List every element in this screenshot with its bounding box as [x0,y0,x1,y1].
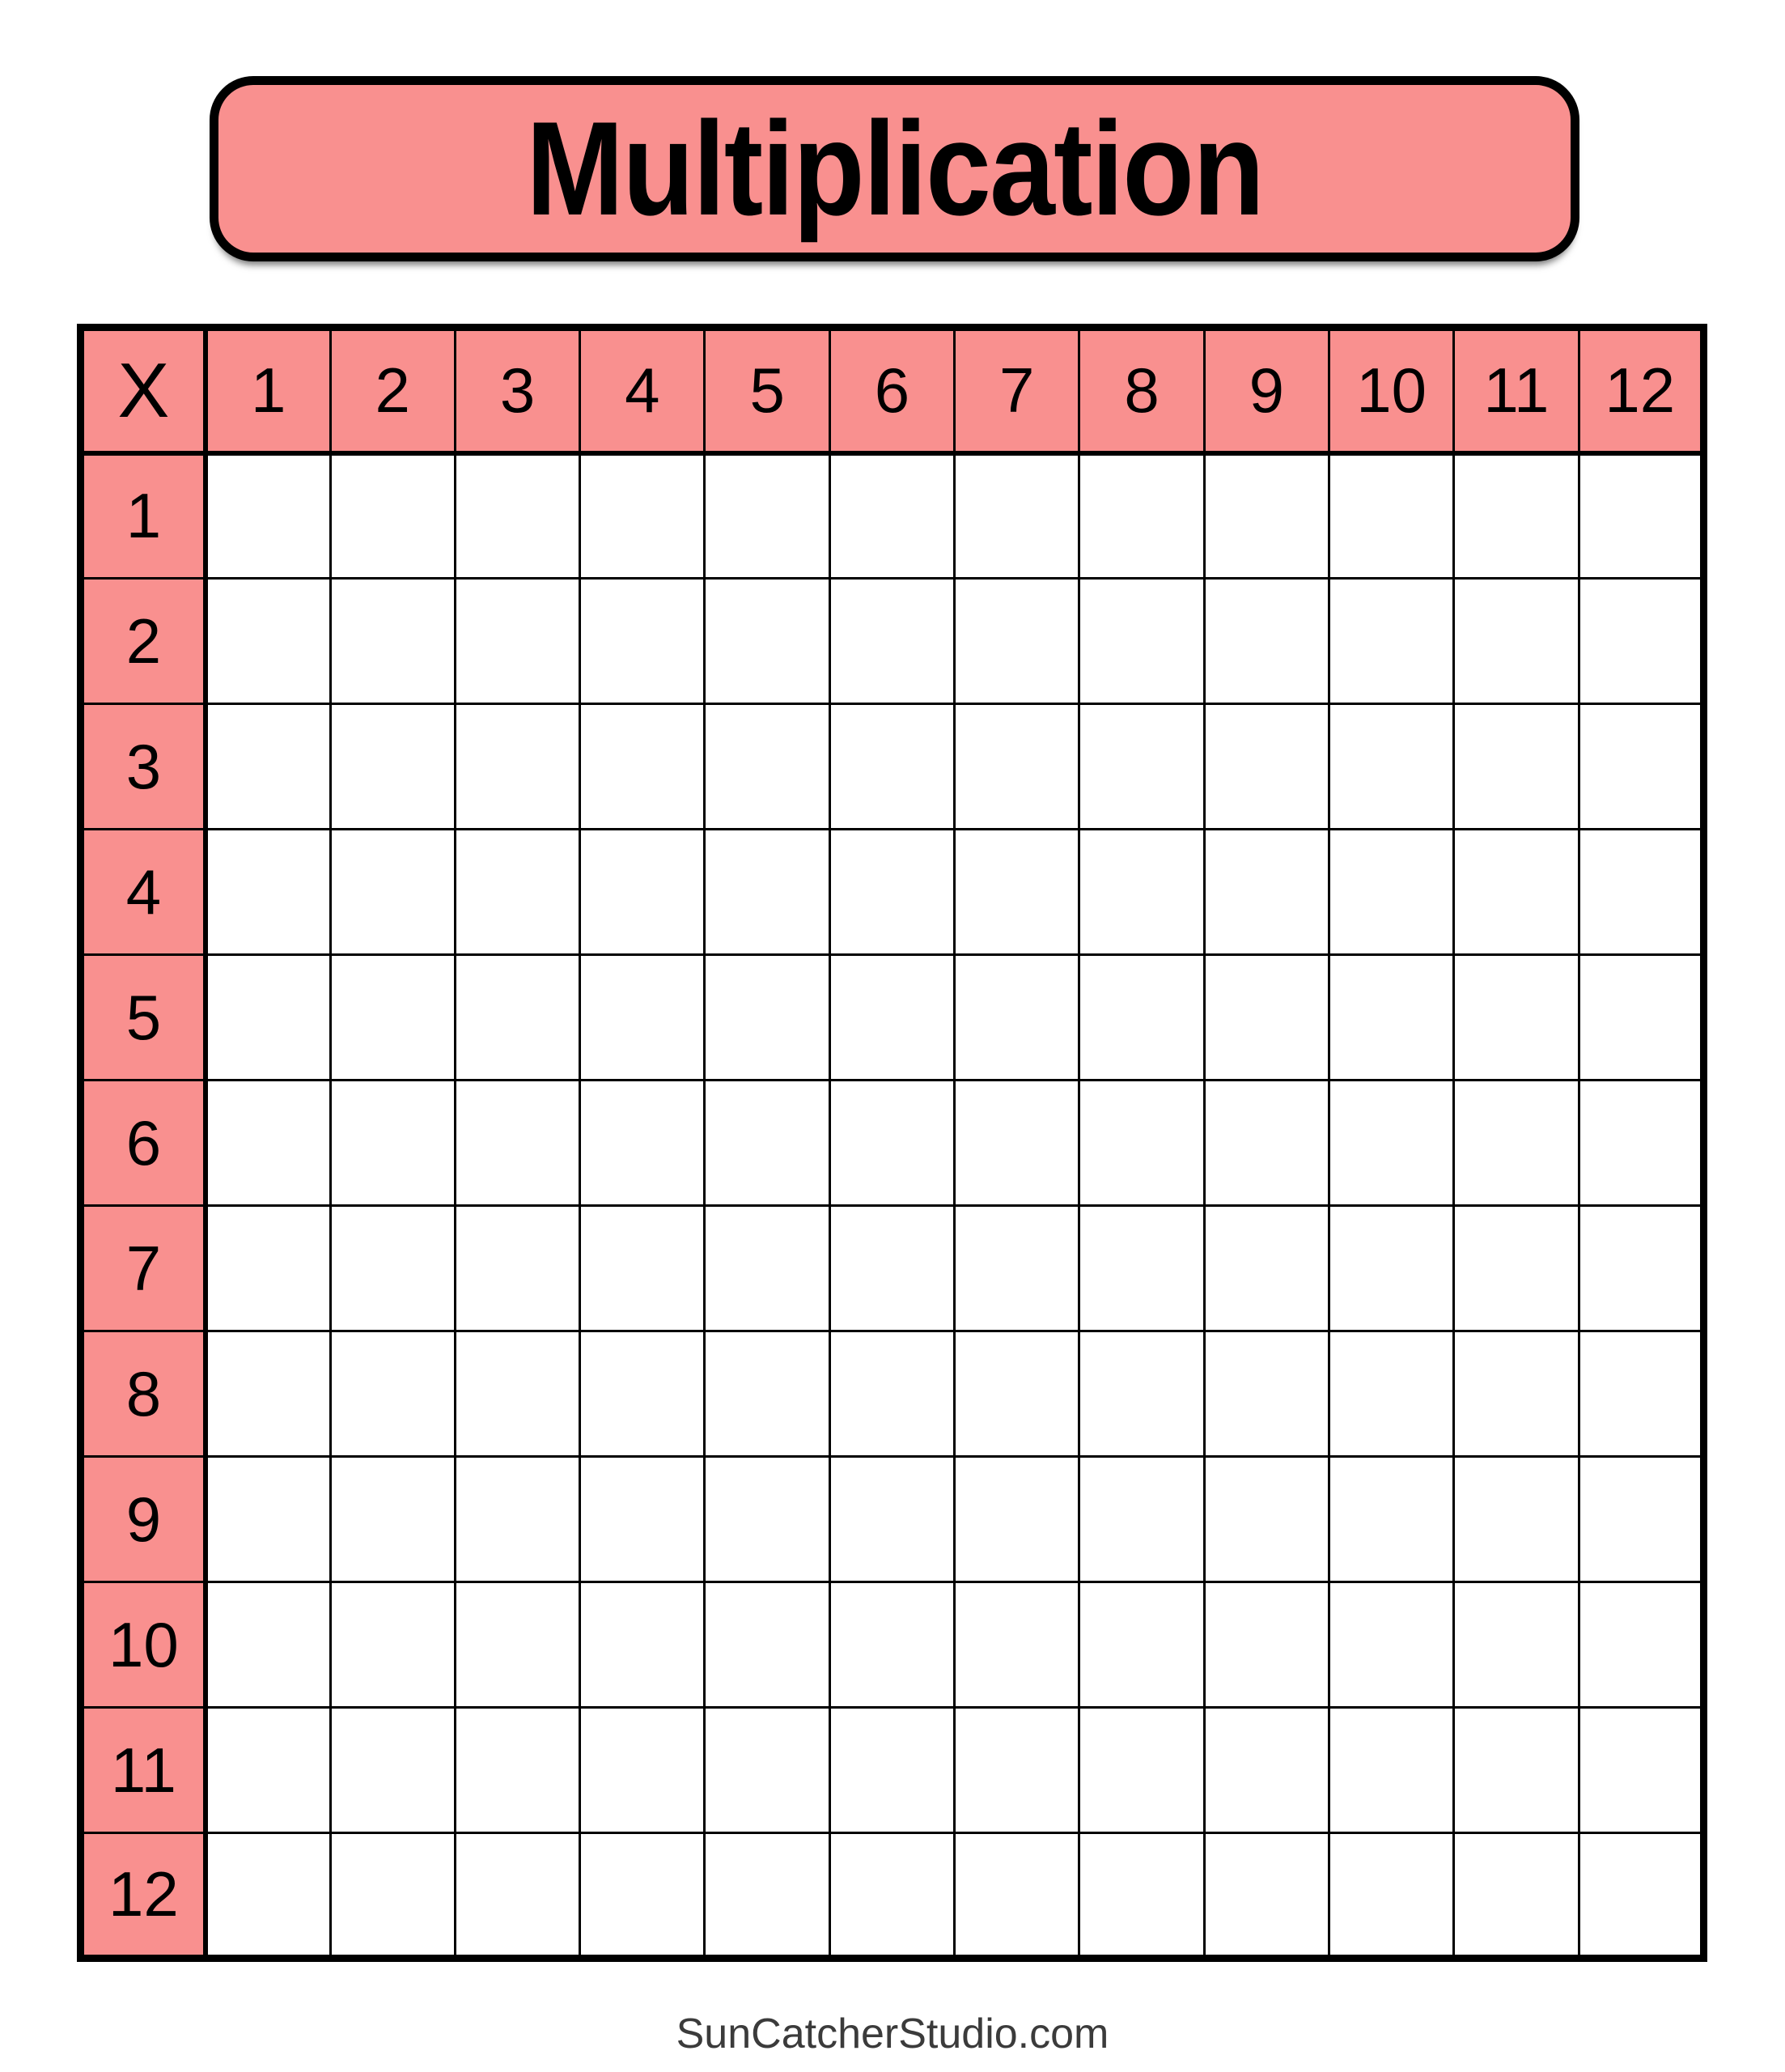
grid-cell [1079,1708,1204,1833]
page-title: Multiplication [525,94,1264,243]
grid-cell [1204,453,1329,579]
grid-cell [1329,1331,1453,1457]
grid-cell [206,830,330,955]
grid-cell [829,955,954,1081]
grid-cell [1329,704,1453,830]
grid-cell [1454,1081,1579,1206]
grid-cell [829,579,954,704]
grid-cell [1329,1708,1453,1833]
grid-cell [1204,830,1329,955]
grid-cell [455,704,579,830]
grid-row [81,704,1704,830]
grid-cell [206,1331,330,1457]
grid-cell [330,1206,455,1331]
grid-cell [1329,453,1453,579]
grid-row [81,830,1704,955]
grid-cell [206,1582,330,1708]
row-header-cell: 11 [81,1708,206,1833]
grid-cell [330,579,455,704]
column-header-cell: 3 [455,328,579,453]
grid-cell [955,704,1079,830]
grid-cell [330,955,455,1081]
column-header-cell: 4 [580,328,705,453]
grid-row [81,1708,1704,1833]
grid-cell [580,1582,705,1708]
row-header-cell: 10 [81,1582,206,1708]
grid-cell [1579,1331,1703,1457]
grid-cell [955,955,1079,1081]
grid-cell [705,1206,829,1331]
grid-cell [330,1081,455,1206]
grid-cell [1204,1331,1329,1457]
grid-cell [455,830,579,955]
grid-cell [1579,955,1703,1081]
grid-cell [1454,1331,1579,1457]
grid-cell [1329,1457,1453,1582]
grid-cell [955,1331,1079,1457]
grid-cell [580,1081,705,1206]
grid-cell [455,955,579,1081]
grid-row [81,1457,1704,1582]
column-header-cell: 1 [206,328,330,453]
grid-cell [1454,453,1579,579]
grid-cell [1204,1833,1329,1959]
grid-cell [829,704,954,830]
grid-cell [580,579,705,704]
grid-cell [1204,1081,1329,1206]
grid-cell [455,1582,579,1708]
operator-cell: X [81,328,206,453]
grid-cell [705,1457,829,1582]
grid-row [81,1206,1704,1331]
grid-cell [206,453,330,579]
grid-cell [829,1708,954,1833]
grid-cell [455,1331,579,1457]
grid-cell [705,579,829,704]
grid-cell [330,704,455,830]
grid-cell [955,830,1079,955]
grid-cell [1579,1081,1703,1206]
grid-cell [1579,830,1703,955]
grid-cell [705,830,829,955]
grid-row [81,453,1704,579]
grid-cell [1079,704,1204,830]
grid-cell [330,1833,455,1959]
grid-cell [955,1081,1079,1206]
grid-cell [455,1708,579,1833]
grid-cell [705,1582,829,1708]
grid-cell [206,1081,330,1206]
grid-cell [206,955,330,1081]
grid-cell [330,830,455,955]
grid-cell [1079,1206,1204,1331]
grid-header-row [81,328,1704,453]
grid-cell [705,1708,829,1833]
grid-cell [580,1206,705,1331]
grid-cell [1079,579,1204,704]
grid-cell [330,1331,455,1457]
grid-cell [330,1708,455,1833]
grid-cell [1329,1206,1453,1331]
grid-cell [829,830,954,955]
grid-cell [580,1833,705,1959]
grid-cell [206,1833,330,1959]
grid-cell [1329,1081,1453,1206]
grid-cell [1204,1206,1329,1331]
grid-cell [580,1708,705,1833]
grid-cell [1579,1206,1703,1331]
grid-cell [955,579,1079,704]
grid-cell [705,1331,829,1457]
column-header-cell: 11 [1454,328,1579,453]
grid-cell [580,1331,705,1457]
grid-cell [455,1457,579,1582]
grid-cell [955,1833,1079,1959]
grid-cell [705,453,829,579]
row-header-cell: 8 [81,1331,206,1457]
grid-cell [1079,453,1204,579]
row-header-cell: 1 [81,453,206,579]
grid-cell [829,1081,954,1206]
row-header-cell: 4 [81,830,206,955]
grid-row [81,1081,1704,1206]
grid-cell [1079,1457,1204,1582]
grid-row [81,1331,1704,1457]
grid-cell [1454,704,1579,830]
grid-cell [1329,579,1453,704]
grid-cell [206,704,330,830]
grid-cell [955,1206,1079,1331]
grid-cell [1204,955,1329,1081]
grid-cell [206,1206,330,1331]
row-header-cell: 7 [81,1206,206,1331]
grid-cell [1579,1582,1703,1708]
column-header-cell: 6 [829,328,954,453]
grid-cell [580,955,705,1081]
grid-cell [455,579,579,704]
column-header-cell: 2 [330,328,455,453]
grid-cell [1454,1708,1579,1833]
grid-cell [955,1457,1079,1582]
grid-row [81,955,1704,1081]
grid-cell [1079,830,1204,955]
grid-cell [330,453,455,579]
grid-cell [1454,579,1579,704]
grid-cell [206,1708,330,1833]
grid-cell [1454,1833,1579,1959]
grid-row [81,1833,1704,1959]
grid-cell [1329,1833,1453,1959]
grid-cell [1579,1708,1703,1833]
grid-cell [829,1206,954,1331]
row-header-cell: 5 [81,955,206,1081]
grid-cell [1329,1582,1453,1708]
grid-cell [1204,1708,1329,1833]
grid-cell [1579,1457,1703,1582]
grid-cell [829,1582,954,1708]
multiplication-grid [77,324,1707,1962]
grid-cell [705,1833,829,1959]
column-header-cell: 10 [1329,328,1453,453]
row-header-cell: 12 [81,1833,206,1959]
grid-cell [1579,704,1703,830]
grid-cell [1454,830,1579,955]
grid-cell [705,1081,829,1206]
grid-cell [1454,1457,1579,1582]
column-header-cell: 5 [705,328,829,453]
row-header-cell: 2 [81,579,206,704]
grid-cell [829,453,954,579]
column-header-cell: 8 [1079,328,1204,453]
grid-cell [705,704,829,830]
grid-row [81,579,1704,704]
title-banner [210,76,1579,261]
grid-cell [829,1457,954,1582]
grid-cell [1204,579,1329,704]
grid-cell [829,1331,954,1457]
grid-cell [1079,1331,1204,1457]
grid-cell [580,830,705,955]
grid-cell [206,1457,330,1582]
grid-row [81,1582,1704,1708]
grid-cell [829,1833,954,1959]
grid-cell [1204,1457,1329,1582]
grid-cell [1079,1081,1204,1206]
grid-cell [206,579,330,704]
grid-cell [330,1457,455,1582]
grid-cell [330,1582,455,1708]
grid-cell [705,955,829,1081]
grid-cell [1454,1582,1579,1708]
grid-cell [580,453,705,579]
grid-cell [955,1582,1079,1708]
grid-cell [955,453,1079,579]
row-header-cell: 6 [81,1081,206,1206]
grid-cell [1579,1833,1703,1959]
grid-cell [1079,1582,1204,1708]
footer-credit: SunCatcherStudio.com [676,2010,1109,2057]
header-row [81,328,1704,453]
column-header-cell: 7 [955,328,1079,453]
grid-cell [455,1833,579,1959]
grid-cell [580,1457,705,1582]
grid-cell [1204,1582,1329,1708]
grid-cell [1329,830,1453,955]
column-header-cell: 9 [1204,328,1329,453]
grid-cell [455,1206,579,1331]
grid-cell [955,1708,1079,1833]
row-header-cell: 3 [81,704,206,830]
grid-cell [1329,955,1453,1081]
grid-cell [1579,453,1703,579]
grid-cell [1454,955,1579,1081]
grid-cell [1579,579,1703,704]
column-header-cell: 12 [1579,328,1703,453]
grid-cell [455,453,579,579]
row-header-cell: 9 [81,1457,206,1582]
grid-cell [1079,955,1204,1081]
grid-cell [580,704,705,830]
grid-cell [455,1081,579,1206]
grid-cell [1079,1833,1204,1959]
grid-body [81,453,1704,1959]
grid-cell [1454,1206,1579,1331]
grid-cell [1204,704,1329,830]
